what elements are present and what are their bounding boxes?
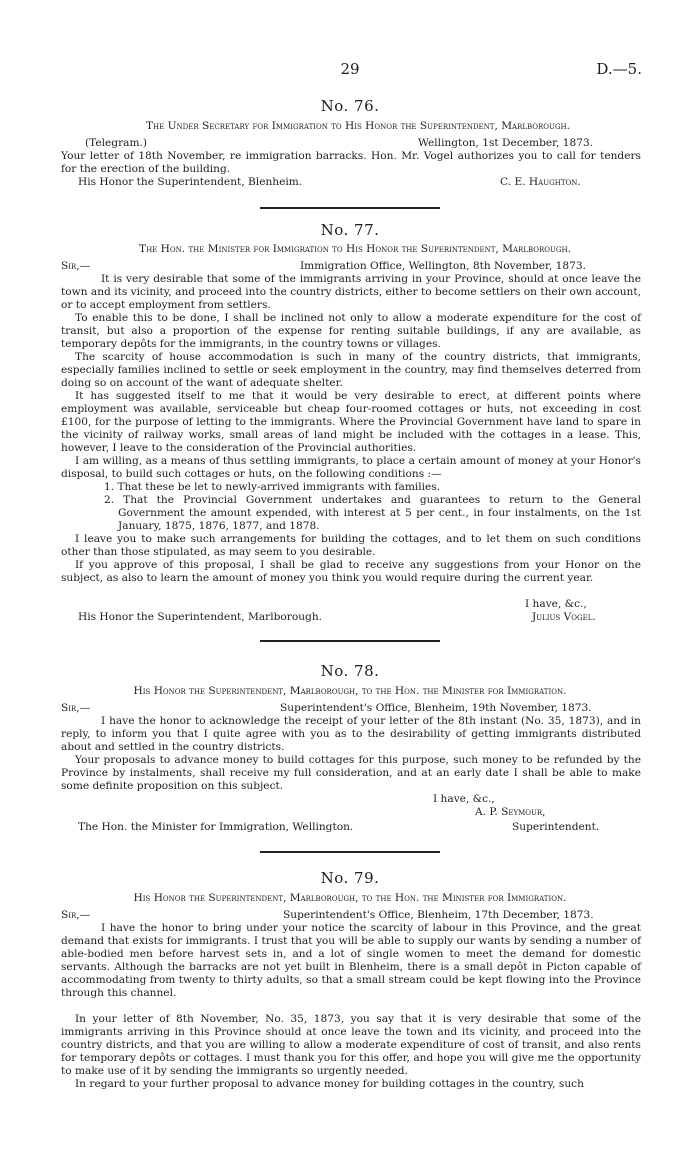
- letter-76-title: No. 76.: [320, 97, 380, 115]
- letter-76-addressee: His Honor the Superintendent, Blenheim.: [78, 176, 303, 188]
- letter-79-heading: His Honor the Superintendent, Marlborough, to the Hon. the Minister for Immigration.: [133, 892, 567, 904]
- letter-77-paragraph-4: It has suggested itself to me that it would be very desirable to erect, at different points where employment was available, serviceable but cheap four-roomed cottages or huts, not exceeding in cost £100, for the purpose of letting to the immigrants. Where the Provincial Government have land to spare in the vicinity of railway works, small areas of land might be included with the cottages in a lease. This, however, I leave to the consideration of the Provincial authorities.: [61, 390, 641, 454]
- letter-78-signature: A. P. Seymour,: [475, 806, 546, 818]
- letter-77-heading: The Hon. the Minister for Immigration to His Honor the Superintendent, Marlborough.: [139, 243, 571, 255]
- page-number: 29: [340, 60, 360, 78]
- letter-78-paragraph-1: I have the honor to acknowledge the receipt of your letter of the 8th instant (No. 35, 1873), and in reply, to inform you that I quite agree with you as to the desirability of getting immigrants distributed about and settled in the country districts.: [61, 715, 641, 753]
- letter-76-place-date: Wellington, 1st December, 1873.: [418, 137, 594, 149]
- document-reference: D.—5.: [596, 60, 642, 78]
- letter-79-paragraph-1: I have the honor to bring under your notice the scarcity of labour in this Province, and the great demand that exists for immigrants. I trust that you will be able to supply our wants by sending a number of able-bodied men before harvest sets in, and a lot of single women to meet the demand for domestic servants. Although the barracks are not yet built in Blenheim, there is a small depôt in Picton capable of accommodating from twenty to thirty adults, so that a small stream could be kept flowing into the Province through this channel.: [61, 922, 641, 999]
- letter-77-signature: Julius Vogel.: [532, 611, 596, 623]
- letter-77-addressee: His Honor the Superintendent, Marlborough.: [78, 611, 323, 623]
- letter-78-signature-title: Superintendent.: [512, 821, 600, 833]
- letter-76-heading: The Under Secretary for Immigration to His Honor the Superintendent, Marlborough.: [145, 120, 571, 132]
- letter-78-closing: I have, &c.,: [433, 793, 495, 805]
- letter-79-salutation: Sir,—: [61, 909, 91, 921]
- letter-77-place-date: Immigration Office, Wellington, 8th November, 1873.: [300, 260, 586, 272]
- letter-79-paragraph-3: In regard to your further proposal to advance money for building cottages in the country, such: [75, 1078, 584, 1090]
- letter-77-condition-2: 2. That the Provincial Government undertakes and guarantees to return to the General Government the amount expended, with interest at 5 per cent., in four instalments, on the 1st January, 1875, 1876, 1877, and 1878.: [104, 494, 641, 532]
- letter-78-paragraph-2: Your proposals to advance money to build cottages for this purpose, such money to be refunded by the Province by instalments, shall receive my full consideration, and at an early date I shall be able to make some definite proposition on this subject.: [61, 754, 641, 792]
- letter-78-heading: His Honor the Superintendent, Marlborough, to the Hon. the Minister for Immigration.: [133, 685, 567, 697]
- letter-77-closing: I have, &c.,: [525, 598, 587, 610]
- letter-77-title: No. 77.: [320, 221, 380, 239]
- letter-77-paragraph-2: To enable this to be done, I shall be inclined not only to allow a moderate expenditure for the cost of transit, but also a proportion of the expense for renting suitable buildings, if any are available, as temporary depôts for the immigrants, in the country towns or villages.: [61, 312, 641, 350]
- letter-78-place-date: Superintendent's Office, Blenheim, 19th November, 1873.: [280, 702, 592, 714]
- letter-76-telegram-label: (Telegram.): [85, 137, 148, 149]
- letter-76-signature: C. E. Haughton.: [500, 176, 581, 188]
- letter-76-body: Your letter of 18th November, re immigration barracks. Hon. Mr. Vogel authorizes you to call for tenders for the erection of the building.: [61, 150, 641, 175]
- section-divider: [260, 851, 440, 853]
- letter-77-salutation: Sir,—: [61, 260, 91, 272]
- letter-77-paragraph-3: The scarcity of house accommodation is such in many of the country districts, that immigrants, especially families inclined to settle or seek employment in the country, may find themselves deterred from doing so on account of the want of adequate shelter.: [61, 351, 641, 389]
- letter-78-title: No. 78.: [320, 662, 380, 680]
- letter-77-paragraph-7: If you approve of this proposal, I shall be glad to receive any suggestions from your Honor on the subject, as also to learn the amount of money you think you would require during the current year.: [61, 559, 641, 584]
- letter-79-place-date: Superintendent's Office, Blenheim, 17th December, 1873.: [283, 909, 594, 921]
- letter-78-addressee: The Hon. the Minister for Immigration, Wellington.: [78, 821, 354, 833]
- section-divider: [260, 207, 440, 209]
- letter-77-paragraph-5: I am willing, as a means of thus settling immigrants, to place a certain amount of money at your Honor's disposal, to build such cottages or huts, on the following conditions :—: [61, 455, 641, 480]
- section-divider: [260, 640, 440, 642]
- letter-79-title: No. 79.: [320, 869, 380, 887]
- letter-77-paragraph-6: I leave you to make such arrangements for building the cottages, and to let them on such conditions other than those stipulated, as may seem to you desirable.: [61, 533, 641, 558]
- letter-77-paragraph-1: It is very desirable that some of the immigrants arriving in your Province, should at once leave the town and its vicinity, and proceed into the country districts, either to become settlers on their own account, or to accept employment from settlers.: [61, 273, 641, 311]
- letter-79-paragraph-2: In your letter of 8th November, No. 35, 1873, you say that it is very desirable that some of the immigrants arriving in this Province should at once leave the town and its vicinity, and proceed into the country districts, and that you are willing to allow a moderate expenditure of cost of transit, and also rents for temporary depôts or cottages. I must thank you for this offer, and hope you will give me the opportunity to make use of it by sending the immigrants so urgently needed.: [61, 1013, 641, 1077]
- letter-77-condition-1: 1. That these be let to newly-arrived immigrants with families.: [104, 481, 441, 493]
- letter-78-salutation: Sir,—: [61, 702, 91, 714]
